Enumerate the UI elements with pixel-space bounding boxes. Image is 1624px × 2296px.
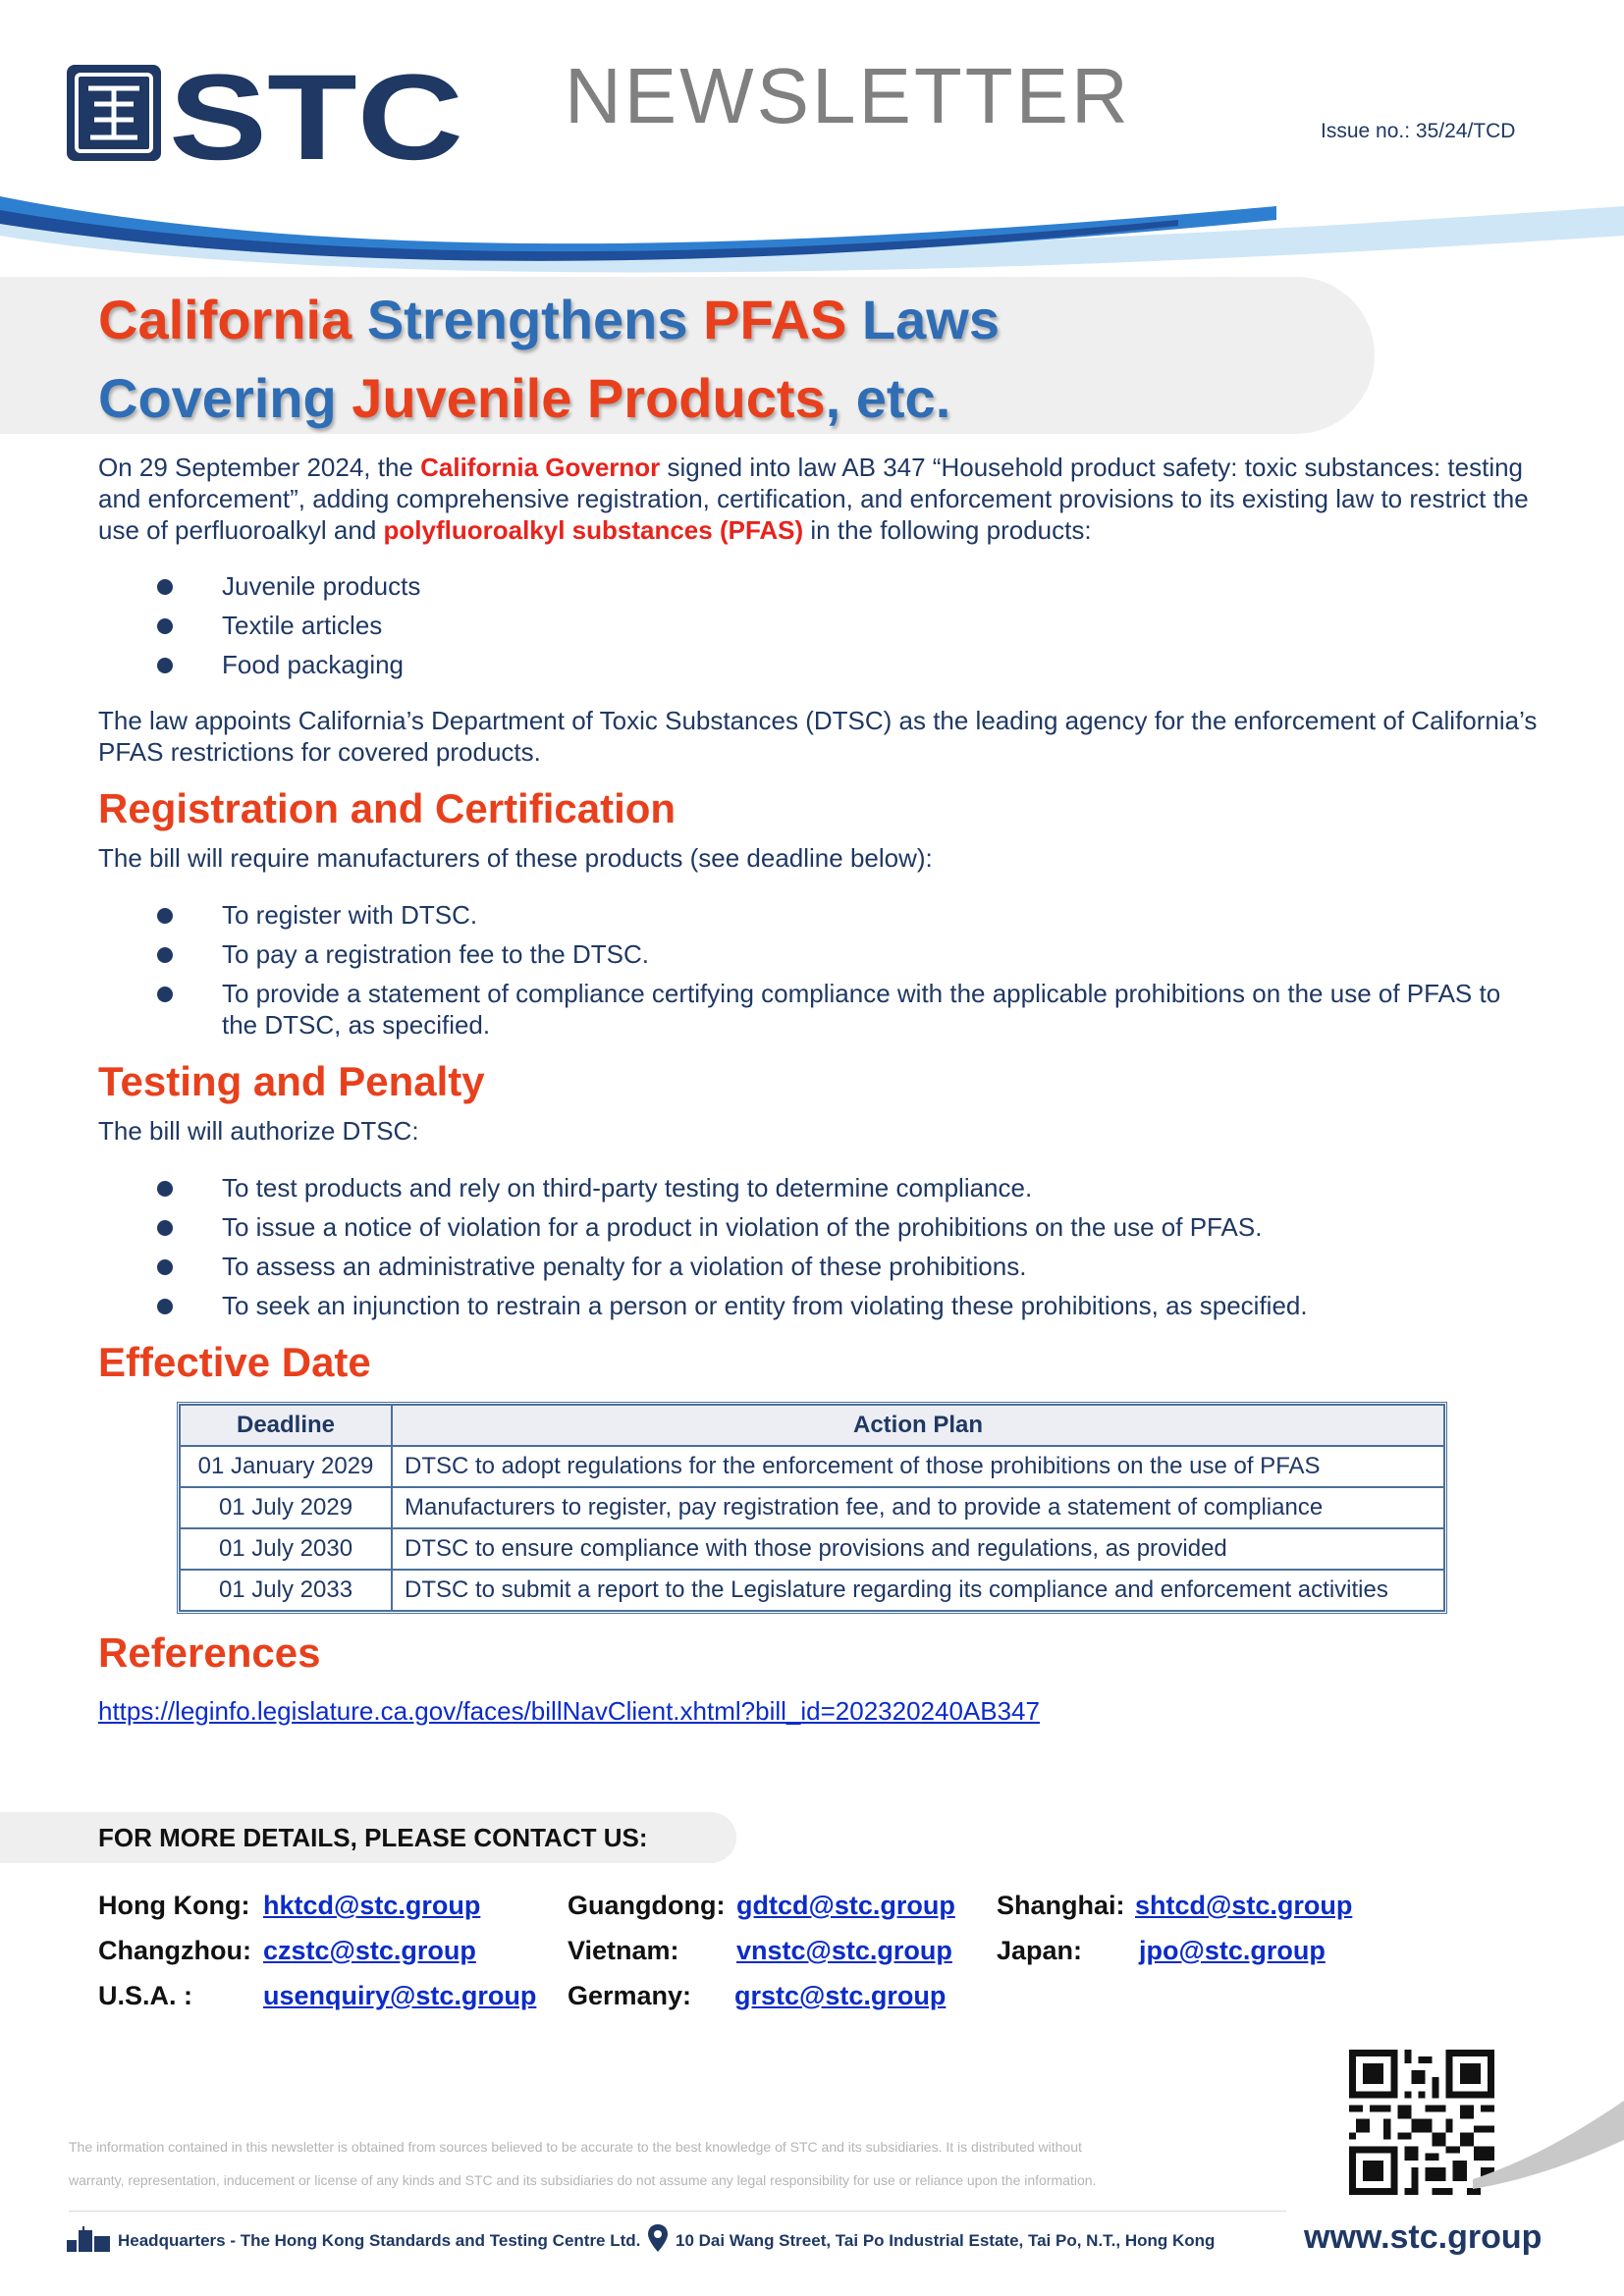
stc-logo [67, 59, 469, 167]
contact-label: Germany: [568, 1981, 692, 2010]
list-item: Juvenile products [157, 570, 1532, 602]
building-icon [67, 2226, 110, 2252]
footer-divider [69, 2211, 1286, 2212]
list-item: To register with DTSC. [157, 899, 1532, 931]
title-part: Juvenile Products [352, 367, 826, 429]
deadline-cell: 01 July 2033 [180, 1570, 392, 1611]
column-header: Deadline [180, 1405, 392, 1446]
testing-lead: The bill will authorize DTSC: [98, 1116, 419, 1146]
table-row [180, 1570, 1444, 1611]
testing-heading: Testing and Penalty [98, 1058, 485, 1104]
table-row [180, 1528, 1444, 1570]
disclaimer-line: warranty, representation, inducement or license of any kinds and STC and its subsidiaries do not assume any legal responsibility for use or reliance upon the information. [69, 2172, 1097, 2188]
deadline-cell: 01 July 2029 [180, 1487, 392, 1528]
intro-paragraph [98, 452, 1542, 546]
title-part: Laws [846, 289, 1000, 350]
address-text: 10 Dai Wang Street, Tai Po Industrial Estate, Tai Po, N.T., Hong Kong [676, 2231, 1216, 2250]
headquarters-text: Headquarters - The Hong Kong Standards and Testing Centre Ltd. [118, 2231, 641, 2250]
action-cell: DTSC to adopt regulations for the enforcement of those prohibitions on the use of PFAS [392, 1446, 1444, 1487]
list-item: To provide a statement of compliance certifying compliance with the applicable prohibitions on the use of PFAS to the DTSC, as specified. [157, 978, 1532, 1041]
registration-lead: The bill will require manufacturers of these products (see deadline below): [98, 843, 933, 873]
contact-email-link[interactable]: vnstc@stc.group [736, 1936, 952, 1965]
header-swoosh [0, 177, 1624, 285]
intro-highlight: California Governor [420, 453, 661, 482]
title-part: Covering [98, 367, 352, 429]
contact-heading: FOR MORE DETAILS, PLEASE CONTACT US: [98, 1823, 648, 1852]
deadline-table [177, 1402, 1447, 1614]
title-part: Strengthens [352, 289, 704, 350]
list-item: To assess an administrative penalty for a violation of these prohibitions. [157, 1251, 1532, 1282]
contact-email-link[interactable]: hktcd@stc.group [263, 1891, 481, 1920]
deadline-cell: 01 January 2029 [180, 1446, 392, 1487]
contact-email-link[interactable]: gdtcd@stc.group [736, 1891, 955, 1920]
contact-email-link[interactable]: shtcd@stc.group [1135, 1891, 1353, 1920]
contact-label: Changzhou: [98, 1936, 251, 1965]
products-list [157, 570, 1532, 688]
action-cell: Manufacturers to register, pay registration fee, and to provide a statement of compliance [392, 1487, 1444, 1528]
intro-highlight: polyfluoroalkyl substances (PFAS) [383, 515, 804, 545]
list-item: Food packaging [157, 649, 1532, 680]
title-part: , etc. [825, 367, 951, 429]
contact-label: Vietnam: [568, 1936, 679, 1965]
table-row [180, 1487, 1444, 1528]
disclaimer [69, 2130, 1296, 2197]
disclaimer-line: The information contained in this newsletter is obtained from sources believed to be accurate to the best knowledge of STC and its subsidiaries. It is distributed without [69, 2139, 1082, 2155]
issue-number: Issue no.: 35/24/TCD [1321, 120, 1516, 142]
intro-text: in the following products: [803, 515, 1092, 545]
registration-heading: Registration and Certification [98, 785, 677, 831]
intro-text: On 29 September 2024, the [98, 453, 421, 482]
reference-link[interactable]: https://leginfo.legislature.ca.gov/faces/billNavClient.xhtml?bill_id=202320240AB347 [98, 1696, 1040, 1726]
newsletter-title: NEWSLETTER [565, 52, 1131, 139]
contact-email-link[interactable]: jpo@stc.group [1139, 1936, 1326, 1965]
page-title [98, 281, 1326, 438]
list-item: To issue a notice of violation for a product in violation of the prohibitions on the use of PFAS. [157, 1211, 1532, 1243]
deadline-cell: 01 July 2030 [180, 1528, 392, 1570]
contact-label: U.S.A. : [98, 1981, 193, 2010]
logo-text: STC [169, 59, 463, 167]
title-part: California [98, 289, 352, 350]
list-item: Textile articles [157, 610, 1532, 641]
table-header-row [180, 1405, 1444, 1446]
title-part: PFAS [703, 289, 847, 350]
list-item: To pay a registration fee to the DTSC. [157, 938, 1532, 970]
intro-text: signed into law AB 347 “Household product safety: toxic substances: testing and enforcement”, adding comprehensive registration, certification, and enforcement provisions to its existing law to restrict the use of perfluoroalkyl and [98, 453, 1529, 545]
contact-email-link[interactable]: grstc@stc.group [734, 1981, 947, 2010]
agency-paragraph: The law appoints California’s Department of Toxic Substances (DTSC) as the leading agency for the enforcement of California’s PFAS restrictions for covered products. [98, 706, 1538, 767]
location-pin-icon [648, 2224, 668, 2252]
contact-label: Hong Kong: [98, 1891, 250, 1920]
list-item: To seek an injunction to restrain a person or entity from violating these prohibitions, as specified. [157, 1290, 1532, 1321]
website-link[interactable]: www.stc.group [1304, 2218, 1543, 2256]
contact-label: Shanghai: [997, 1891, 1125, 1920]
effective-date-heading: Effective Date [98, 1339, 371, 1385]
column-header: Action Plan [392, 1405, 1444, 1446]
action-cell: DTSC to ensure compliance with those provisions and regulations, as provided [392, 1528, 1444, 1570]
table-row [180, 1446, 1444, 1487]
contact-email-link[interactable]: czstc@stc.group [263, 1936, 476, 1965]
action-cell: DTSC to submit a report to the Legislature regarding its compliance and enforcement activities [392, 1570, 1444, 1611]
list-item: To test products and rely on third-party testing to determine compliance. [157, 1172, 1532, 1203]
testing-list [157, 1172, 1532, 1329]
contact-label: Guangdong: [568, 1891, 726, 1920]
references-heading: References [98, 1629, 321, 1676]
contact-email-link[interactable]: usenquiry@stc.group [263, 1981, 537, 2010]
footer-swoosh [1473, 2081, 1624, 2209]
contact-label: Japan: [997, 1936, 1083, 1965]
registration-list [157, 899, 1532, 1048]
